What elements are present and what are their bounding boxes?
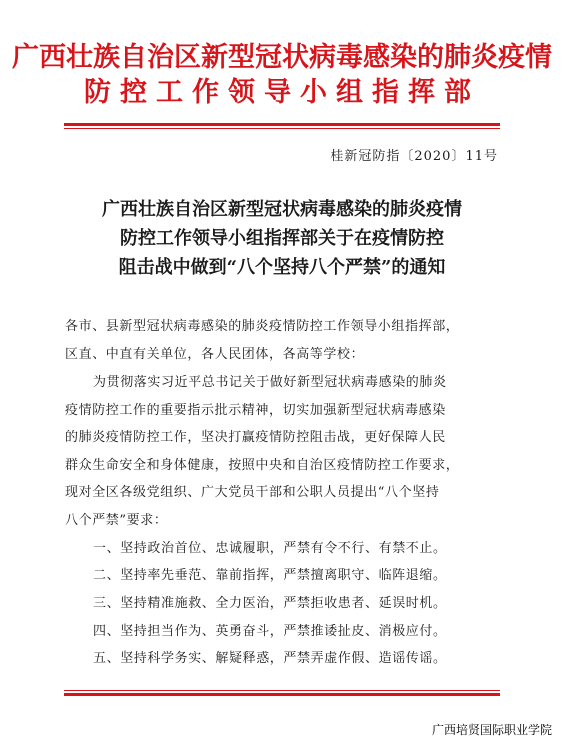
header-red-rule-thin xyxy=(64,128,500,129)
body-paragraph-line: 的肺炎疫情防控工作，坚决打赢疫情防控阻击战，更好保障人民 xyxy=(65,430,446,445)
requirement-item-2: 二、坚持率先垂范、靠前指挥，严禁擅离职守、临阵退缩。 xyxy=(93,568,447,583)
notice-title-line-1: 广西壮族自治区新型冠状病毒感染的肺炎疫情 xyxy=(102,199,462,220)
issuer-header-line-1: 广西壮族自治区新型冠状病毒感染的肺炎疫情 xyxy=(12,42,552,73)
notice-title-line-3: 阻击战中做到“八个坚持八个严禁”的通知 xyxy=(118,257,446,278)
footer-red-rule-thick xyxy=(64,693,500,696)
addressee-line-1: 各市、县新型冠状病毒感染的肺炎疫情防控工作领导小组指挥部， xyxy=(65,319,460,334)
document-number: 桂新冠防指〔2020〕11号 xyxy=(330,149,498,164)
requirement-item-4: 四、坚持担当作为、英勇奋斗，严禁推诿扯皮、消极应付。 xyxy=(93,624,447,639)
header-red-rule-thick xyxy=(64,123,500,126)
source-watermark-text: 广西培贤国际职业学院 xyxy=(431,723,552,737)
issuer-header-line-2: 防控工作领导小组指挥部 xyxy=(84,77,480,108)
body-paragraph-line: 群众生命安全和身体健康，按照中央和自治区疫情防控工作要求， xyxy=(65,458,460,473)
footer-red-rule-thin xyxy=(64,690,500,691)
requirement-item-3: 三、坚持精准施救、全力医治，严禁拒收患者、延误时机。 xyxy=(93,596,447,611)
body-paragraph-line: 为贯彻落实习近平总书记关于做好新型冠状病毒感染的肺炎 xyxy=(93,375,447,390)
notice-title-line-2: 防控工作领导小组指挥部关于在疫情防控 xyxy=(120,228,444,249)
body-paragraph-line: 八个严禁”要求： xyxy=(65,513,168,528)
requirement-item-5: 五、坚持科学务实、解疑释惑，严禁弄虚作假、造谣传谣。 xyxy=(93,651,447,666)
requirement-item-1: 一、坚持政治首位、忠诚履职，严禁有令不行、有禁不止。 xyxy=(93,541,447,556)
body-paragraph-line: 现对全区各级党组织、广大党员干部和公职人员提出“八个坚持 xyxy=(65,485,440,500)
addressee-line-2: 区直、中直有关单位，各人民团体，各高等学校： xyxy=(65,347,365,362)
body-paragraph-line: 疫情防控工作的重要指示批示精神，切实加强新型冠状病毒感染 xyxy=(65,403,446,418)
